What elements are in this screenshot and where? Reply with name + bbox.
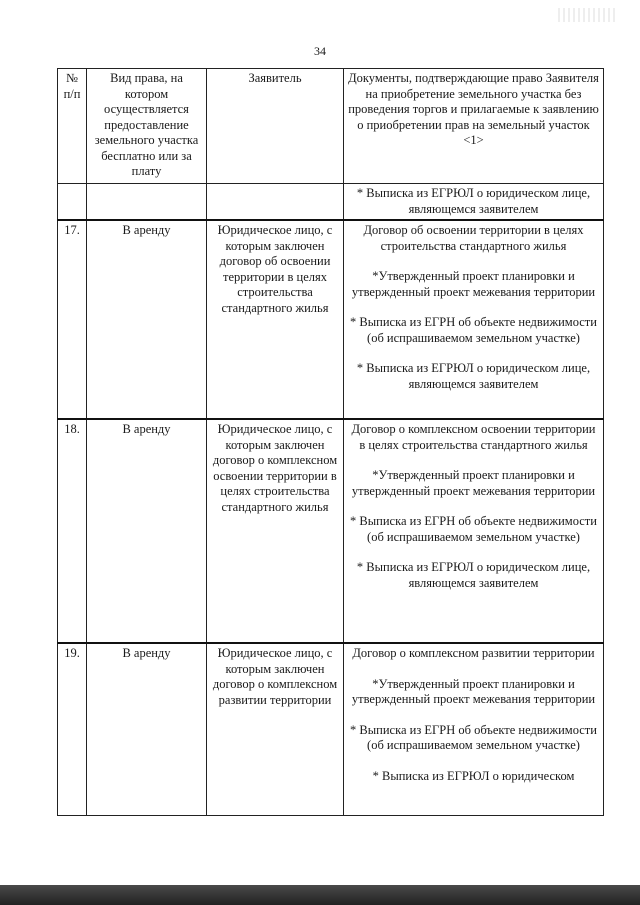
cell-applicant: Юридическое лицо, с которым заключен договор о комплексном развитии территории <box>207 643 344 816</box>
land-rights-table <box>57 68 604 816</box>
cell-applicant: Юридическое лицо, с которым заключен договор о комплексном освоении территории в целях строительства стандартного жилья <box>207 419 344 643</box>
document-item: Договор о комплексном освоении территории в целях строительства стандартного жилья <box>351 422 596 452</box>
header-right-kind: Вид права, на котором осуществляется предоставление земельного участка бесплатно или за плату <box>87 69 207 184</box>
cell-applicant: Юридическое лицо, с которым заключен договор об освоении территории в целях строительства стандартного жилья <box>207 220 344 419</box>
table-row <box>58 220 604 419</box>
table-row <box>58 643 604 816</box>
page-number: 34 <box>314 44 326 58</box>
document-item: Договор о комплексном развитии территории <box>352 646 595 660</box>
document-item: * Выписка из ЕГРН об объекте недвижимости (об испрашиваемом земельном участке) <box>350 315 597 345</box>
table-row-continuation <box>58 184 604 221</box>
cell-empty <box>87 184 207 221</box>
cell-document: * Выписка из ЕГРЮЛ о юридическом лице, являющемся заявителем <box>344 184 604 221</box>
document-item: Договор об освоении территории в целях строительства стандартного жилья <box>363 223 584 253</box>
document-item: * Выписка из ЕГРЮЛ о юридическом <box>372 768 575 783</box>
scan-edge <box>0 885 640 905</box>
cell-documents <box>344 419 604 643</box>
cell-empty <box>58 184 87 221</box>
document-item: * Выписка из ЕГРН об объекте недвижимости (об испрашиваемом земельном участке) <box>350 722 597 752</box>
cell-right-kind: В аренду <box>87 643 207 816</box>
document-item: *Утвержденный проект планировки и утвержденный проект межевания территории <box>351 676 596 706</box>
document-item: *Утвержденный проект планировки и утвержденный проект межевания территории <box>351 468 596 498</box>
cell-number: 18. <box>58 419 87 643</box>
document-item: * Выписка из ЕГРЮЛ о юридическом лице, являющемся заявителем <box>356 560 591 590</box>
table-header-row <box>58 69 604 184</box>
cell-right-kind: В аренду <box>87 220 207 419</box>
cell-empty <box>207 184 344 221</box>
document-item: * Выписка из ЕГРЮЛ о юридическом лице, являющемся заявителем <box>356 361 591 391</box>
header-number: № п/п <box>58 69 87 184</box>
cell-documents <box>344 643 604 816</box>
cell-number: 19. <box>58 643 87 816</box>
header-documents: Документы, подтверждающие право Заявителя на приобретение земельного участка без проведения торгов и прилагаемые к заявлению о приобретении прав на земельный участок <1> <box>344 69 604 184</box>
document-item: *Утвержденный проект планировки и утвержденный проект межевания территории <box>351 269 596 299</box>
cell-right-kind: В аренду <box>87 419 207 643</box>
document-item: * Выписка из ЕГРН об объекте недвижимости (об испрашиваемом земельном участке) <box>350 514 597 544</box>
scan-noise <box>558 8 618 22</box>
cell-documents <box>344 220 604 419</box>
header-applicant: Заявитель <box>207 69 344 184</box>
cell-number: 17. <box>58 220 87 419</box>
table-row <box>58 419 604 643</box>
